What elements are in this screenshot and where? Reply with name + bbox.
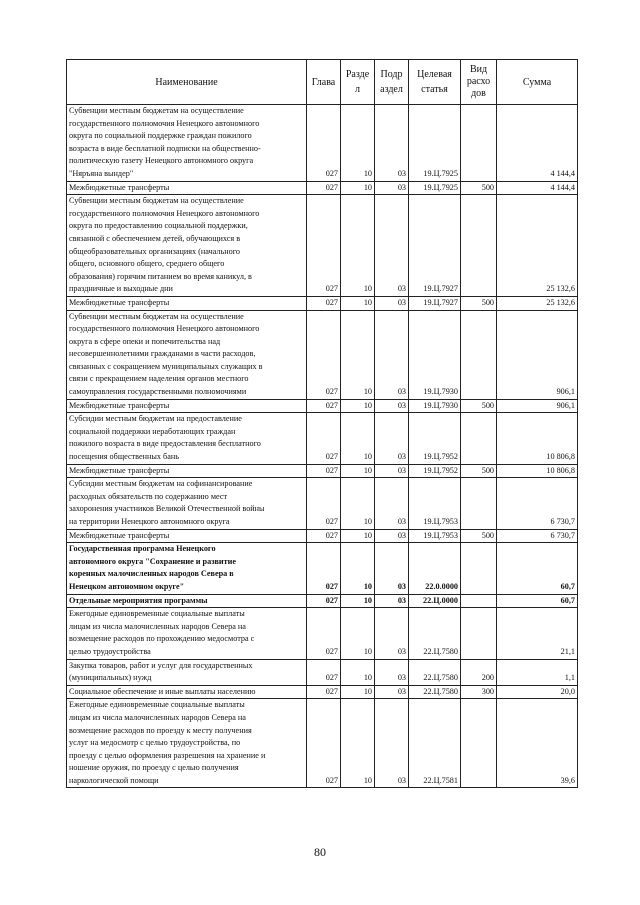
row-type: 500 bbox=[461, 399, 497, 413]
row-section: 10 bbox=[341, 699, 375, 788]
row-chapter: 027 bbox=[307, 195, 341, 297]
row-type bbox=[461, 699, 497, 788]
row-subsection: 03 bbox=[375, 478, 409, 529]
row-subsection: 03 bbox=[375, 413, 409, 464]
row-type bbox=[461, 310, 497, 399]
row-subsection: 03 bbox=[375, 543, 409, 594]
row-name: Межбюджетные трансферты bbox=[67, 529, 307, 543]
row-target: 19.Ц.7927 bbox=[409, 296, 461, 310]
row-chapter: 027 bbox=[307, 413, 341, 464]
row-target: 22.0.0000 bbox=[409, 543, 461, 594]
header-target: Целевая статья bbox=[409, 60, 461, 105]
row-chapter: 027 bbox=[307, 310, 341, 399]
row-section: 10 bbox=[341, 195, 375, 297]
row-subsection: 03 bbox=[375, 399, 409, 413]
row-name: Межбюджетные трансферты bbox=[67, 399, 307, 413]
row-target: 19.Ц.7952 bbox=[409, 413, 461, 464]
table-row bbox=[67, 699, 578, 788]
row-type bbox=[461, 195, 497, 297]
table-row bbox=[67, 399, 578, 413]
row-sum: 39,6 bbox=[497, 699, 578, 788]
row-section: 10 bbox=[341, 181, 375, 195]
row-sum: 10 806,8 bbox=[497, 464, 578, 478]
row-type: 500 bbox=[461, 529, 497, 543]
row-section: 10 bbox=[341, 399, 375, 413]
row-subsection: 03 bbox=[375, 310, 409, 399]
row-sum: 25 132,6 bbox=[497, 296, 578, 310]
row-section: 10 bbox=[341, 659, 375, 685]
row-target: 19.Ц.7925 bbox=[409, 181, 461, 195]
row-chapter: 027 bbox=[307, 685, 341, 699]
row-subsection: 03 bbox=[375, 105, 409, 182]
row-type bbox=[461, 543, 497, 594]
row-type bbox=[461, 594, 497, 608]
row-subsection: 03 bbox=[375, 195, 409, 297]
row-subsection: 03 bbox=[375, 594, 409, 608]
row-name: Субсидии местным бюджетам на предоставление социальной поддержки неработающих граждан пожилого возраста в виде предоставления бесплатного посещения общественных бань bbox=[67, 413, 307, 464]
row-name: Межбюджетные трансферты bbox=[67, 181, 307, 195]
row-name: Субвенции местным бюджетам на осуществление государственного полномочия Ненецкого автономного округа по предоставлению социальной поддержки, связанной с обеспечением детей, обучающихся в общеобразовательных организациях (начального общего, основного общего, среднего общего образования) горячим питанием во время каникул, в праздничные и выходные дни bbox=[67, 195, 307, 297]
row-section: 10 bbox=[341, 296, 375, 310]
table-row bbox=[67, 413, 578, 464]
row-subsection: 03 bbox=[375, 608, 409, 659]
row-name: Закупка товаров, работ и услуг для государственных (муниципальных) нужд bbox=[67, 659, 307, 685]
table-row bbox=[67, 594, 578, 608]
table-row bbox=[67, 529, 578, 543]
table-row bbox=[67, 296, 578, 310]
row-section: 10 bbox=[341, 543, 375, 594]
page-number: 80 bbox=[314, 845, 326, 859]
row-section: 10 bbox=[341, 594, 375, 608]
row-sum: 6 730,7 bbox=[497, 529, 578, 543]
row-type bbox=[461, 413, 497, 464]
row-target: 19.Ц.7953 bbox=[409, 478, 461, 529]
row-type bbox=[461, 105, 497, 182]
header-type: Вид расхо дов bbox=[461, 60, 497, 105]
table-row bbox=[67, 478, 578, 529]
row-chapter: 027 bbox=[307, 608, 341, 659]
header-subsection: Подр аздел bbox=[375, 60, 409, 105]
row-sum: 4 144,4 bbox=[497, 105, 578, 182]
row-type: 300 bbox=[461, 685, 497, 699]
header-row bbox=[67, 60, 578, 105]
row-chapter: 027 bbox=[307, 296, 341, 310]
row-chapter: 027 bbox=[307, 478, 341, 529]
row-type: 500 bbox=[461, 464, 497, 478]
row-name: Социальное обеспечение и иные выплаты населению bbox=[67, 685, 307, 699]
header-chapter: Глава bbox=[307, 60, 341, 105]
row-section: 10 bbox=[341, 310, 375, 399]
row-section: 10 bbox=[341, 685, 375, 699]
row-target: 22.Ц.0000 bbox=[409, 594, 461, 608]
table-row bbox=[67, 464, 578, 478]
row-sum: 1,1 bbox=[497, 659, 578, 685]
row-name: Субвенции местным бюджетам на осуществление государственного полномочия Ненецкого автономного округа по социальной поддержке граждан пожилого возраста в виде бесплатной подписки на общественно- политическую газету Ненецкого автономного округа "Няръяна вындер" bbox=[67, 105, 307, 182]
row-name: Государственная программа Ненецкого автономного округа "Сохранение и развитие коренных малочисленных народов Севера в Ненецком автономном округе" bbox=[67, 543, 307, 594]
table-row bbox=[67, 608, 578, 659]
row-sum: 21,1 bbox=[497, 608, 578, 659]
row-sum: 25 132,6 bbox=[497, 195, 578, 297]
row-target: 19.Ц.7952 bbox=[409, 464, 461, 478]
header-section: Разде л bbox=[341, 60, 375, 105]
table-row bbox=[67, 685, 578, 699]
row-chapter: 027 bbox=[307, 659, 341, 685]
table-row bbox=[67, 195, 578, 297]
row-sum: 60,7 bbox=[497, 543, 578, 594]
row-target: 22.Ц.7580 bbox=[409, 685, 461, 699]
header-name: Наименование bbox=[67, 60, 307, 105]
row-chapter: 027 bbox=[307, 464, 341, 478]
row-sum: 60,7 bbox=[497, 594, 578, 608]
row-target: 22.Ц.7581 bbox=[409, 699, 461, 788]
row-name: Ежегодные единовременные социальные выплаты лицам из числа малочисленных народов Севера на возмещение расходов по прохождению медосмотра с целью трудоустройства bbox=[67, 608, 307, 659]
row-sum: 906,1 bbox=[497, 399, 578, 413]
row-type bbox=[461, 608, 497, 659]
row-subsection: 03 bbox=[375, 699, 409, 788]
row-subsection: 03 bbox=[375, 529, 409, 543]
row-sum: 10 806,8 bbox=[497, 413, 578, 464]
row-subsection: 03 bbox=[375, 181, 409, 195]
row-chapter: 027 bbox=[307, 399, 341, 413]
table-row bbox=[67, 659, 578, 685]
row-type: 200 bbox=[461, 659, 497, 685]
row-section: 10 bbox=[341, 478, 375, 529]
row-type: 500 bbox=[461, 181, 497, 195]
table-row bbox=[67, 181, 578, 195]
row-target: 22.Ц.7580 bbox=[409, 659, 461, 685]
row-target: 22.Ц.7580 bbox=[409, 608, 461, 659]
row-name: Субсидии местным бюджетам на софинансирование расходных обязательств по содержанию мест захоронения участников Великой Отечественной войны на территории Ненецкого автономного округа bbox=[67, 478, 307, 529]
table-row bbox=[67, 310, 578, 399]
row-name: Межбюджетные трансферты bbox=[67, 296, 307, 310]
row-target: 19.Ц.7927 bbox=[409, 195, 461, 297]
row-target: 19.Ц.7930 bbox=[409, 310, 461, 399]
row-section: 10 bbox=[341, 608, 375, 659]
row-chapter: 027 bbox=[307, 181, 341, 195]
budget-table bbox=[66, 59, 578, 788]
row-chapter: 027 bbox=[307, 699, 341, 788]
row-target: 19.Ц.7925 bbox=[409, 105, 461, 182]
header-sum: Сумма bbox=[497, 60, 578, 105]
row-chapter: 027 bbox=[307, 105, 341, 182]
row-name: Межбюджетные трансферты bbox=[67, 464, 307, 478]
row-name: Субвенции местным бюджетам на осуществление государственного полномочия Ненецкого автономного округа в сфере опеки и попечительства над несовершеннолетними гражданами в части расходов, связанных с сокращением муниципальных служащих в связи с прекращением наделения органов местного самоуправления государственными полномочиями bbox=[67, 310, 307, 399]
row-subsection: 03 bbox=[375, 296, 409, 310]
row-type bbox=[461, 478, 497, 529]
row-section: 10 bbox=[341, 529, 375, 543]
row-chapter: 027 bbox=[307, 543, 341, 594]
row-chapter: 027 bbox=[307, 594, 341, 608]
row-section: 10 bbox=[341, 105, 375, 182]
table-body bbox=[67, 105, 578, 788]
row-type: 500 bbox=[461, 296, 497, 310]
row-subsection: 03 bbox=[375, 659, 409, 685]
row-name: Ежегодные единовременные социальные выплаты лицам из числа малочисленных народов Севера на возмещение расходов по проезду к месту получения услуг на медосмотр с целью трудоустройства, по проезду с целью оформления разрешения на хранение и ношение оружия, по проезду с целью получения наркологической помощи bbox=[67, 699, 307, 788]
row-target: 19.Ц.7953 bbox=[409, 529, 461, 543]
row-subsection: 03 bbox=[375, 685, 409, 699]
row-sum: 6 730,7 bbox=[497, 478, 578, 529]
row-section: 10 bbox=[341, 464, 375, 478]
row-subsection: 03 bbox=[375, 464, 409, 478]
row-sum: 906,1 bbox=[497, 310, 578, 399]
table-row bbox=[67, 543, 578, 594]
row-sum: 20,0 bbox=[497, 685, 578, 699]
row-sum: 4 144,4 bbox=[497, 181, 578, 195]
row-chapter: 027 bbox=[307, 529, 341, 543]
row-target: 19.Ц.7930 bbox=[409, 399, 461, 413]
row-section: 10 bbox=[341, 413, 375, 464]
row-name: Отдельные мероприятия программы bbox=[67, 594, 307, 608]
table-row bbox=[67, 105, 578, 182]
